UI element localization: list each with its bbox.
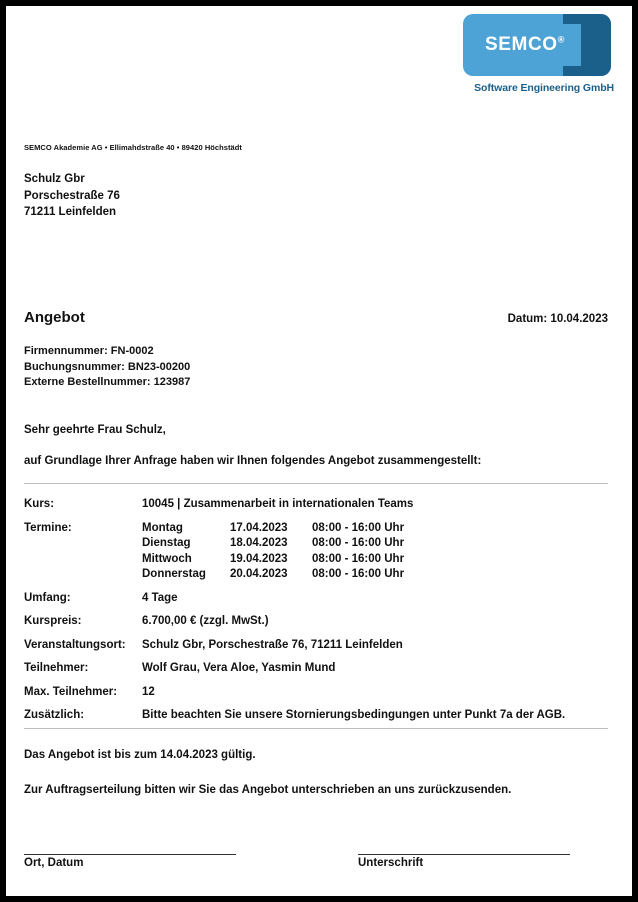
detail-label-umfang: Umfang: [24, 591, 71, 604]
date-time: 08:00 - 16:00 Uhr [312, 537, 405, 549]
date-day: Donnerstag [142, 568, 206, 580]
recipient-address-block [24, 171, 120, 221]
detail-value-zusaetzlich: Bitte beachten Sie unsere Stornierungsbedingungen unter Punkt 7a der AGB. [142, 709, 566, 721]
date-date: 17.04.2023 [230, 521, 288, 534]
detail-value-kurs: 10045 | Zusammenarbeit in internationalen Teams [142, 498, 414, 510]
company-logo [458, 14, 614, 98]
table-row [142, 521, 452, 537]
table-row [24, 497, 608, 521]
logo-tagline: Software Engineering GmbH [474, 82, 614, 94]
table-row [142, 552, 452, 568]
detail-value-kurspreis: 6.700,00 € (zzgl. MwSt.) [142, 615, 269, 627]
detail-value-termine [142, 521, 608, 591]
signature-line [358, 854, 570, 855]
detail-label-termine: Termine: [24, 521, 72, 534]
date-date: 19.04.2023 [230, 552, 288, 565]
signature-place-date [24, 854, 236, 869]
logo-mark [463, 14, 611, 76]
date-time: 08:00 - 16:00 Uhr [312, 568, 405, 580]
detail-value-veranstaltungsort: Schulz Gbr, Porschestraße 76, 71211 Leinfelden [142, 638, 403, 651]
external-order-number: Externe Bestellnummer: 123987 [24, 376, 191, 388]
recipient-name: Schulz Gbr [24, 173, 85, 185]
recipient-city: 71211 Leinfelden [24, 206, 117, 218]
date-time: 08:00 - 16:00 Uhr [312, 521, 405, 534]
signature-signature [358, 854, 570, 869]
logo-wordmark [485, 34, 565, 56]
return-instruction: Zur Auftragserteilung bitten wir Sie das Angebot unterschrieben an uns zurückzusenden. [24, 784, 512, 796]
document-page [6, 6, 632, 896]
detail-label-zusaetzlich: Zusätzlich: [24, 709, 85, 721]
reference-numbers [24, 344, 190, 391]
salutation: Sehr geehrte Frau Schulz, [24, 424, 166, 436]
table-row [24, 614, 608, 638]
detail-label-kurspreis: Kurspreis: [24, 615, 82, 627]
date-date: 20.04.2023 [230, 568, 288, 580]
detail-label-max-teilnehmer: Max. Teilnehmer: [24, 685, 118, 698]
table-row [24, 708, 608, 732]
recipient-street: Porschestraße 76 [24, 189, 120, 202]
divider-top [24, 483, 608, 484]
registered-mark-icon: ® [557, 34, 565, 45]
table-row [24, 661, 608, 685]
detail-value-max-teilnehmer: 12 [142, 685, 155, 698]
date-day: Montag [142, 521, 183, 534]
booking-number: Buchungsnummer: BN23-00200 [24, 360, 191, 373]
intro-paragraph: auf Grundlage Ihrer Anfrage haben wir Ihnen folgendes Angebot zusammengestellt: [24, 455, 482, 467]
offer-details-table [24, 497, 608, 732]
date-day: Dienstag [142, 537, 191, 549]
document-date: Datum: 10.04.2023 [507, 313, 608, 325]
table-row [142, 536, 452, 552]
date-date: 18.04.2023 [230, 537, 288, 549]
signature-label-signature: Unterschrift [358, 857, 424, 869]
dates-table [142, 521, 452, 583]
date-time: 08:00 - 16:00 Uhr [312, 552, 405, 565]
sender-address-line: SEMCO Akademie AG • Ellimahdstraße 40 • 89420 Höchstädt [24, 143, 242, 152]
table-row [24, 521, 608, 591]
validity-note: Das Angebot ist bis zum 14.04.2023 gültig. [24, 749, 256, 761]
detail-label-teilnehmer: Teilnehmer: [24, 662, 89, 674]
table-row [142, 567, 452, 583]
signature-line [24, 854, 236, 855]
logo-brand-text: SEMCO [485, 34, 558, 55]
detail-label-kurs: Kurs: [24, 498, 55, 510]
table-row [24, 591, 608, 615]
document-header [24, 309, 608, 326]
date-day: Mittwoch [142, 552, 192, 565]
detail-value-teilnehmer: Wolf Grau, Vera Aloe, Yasmin Mund [142, 662, 336, 674]
signature-label-place-date: Ort, Datum [24, 857, 84, 869]
company-number: Firmennummer: FN-0002 [24, 345, 154, 357]
table-row [24, 638, 608, 662]
table-row [24, 685, 608, 709]
page-title: Angebot [24, 309, 85, 326]
detail-label-veranstaltungsort: Veranstaltungsort: [24, 638, 126, 651]
detail-value-umfang: 4 Tage [142, 591, 178, 604]
